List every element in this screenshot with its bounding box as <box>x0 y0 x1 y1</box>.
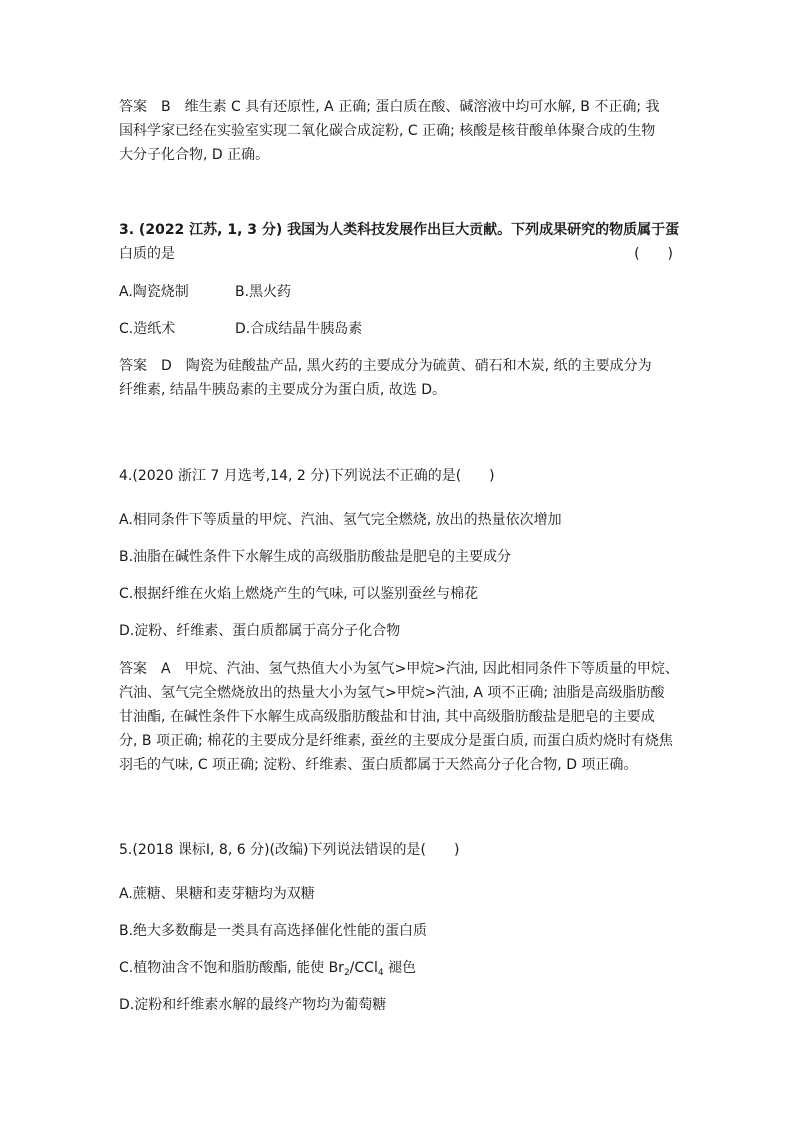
q5-option-c <box>119 958 416 983</box>
q5-option-c-sub-2: 4 <box>377 968 384 978</box>
q5-option-c-sub-1: 2 <box>343 968 350 978</box>
q3-answer-blank: ( ) <box>634 246 673 262</box>
q3-option-a: A.陶瓷烧制 <box>119 284 189 300</box>
q3-option-c: C.造纸术 <box>119 321 176 337</box>
q3-stem-line-2-row <box>119 244 675 264</box>
q3-option-b: B.黑火药 <box>235 284 292 300</box>
q4-answer-line-1: 答案 A 甲烷、汽油、氢气热值大小为氢气>甲烷>汽油, 因此相同条件下等质量的甲烷、 <box>119 661 679 677</box>
q5-option-c-prefix: C.植物油含不饱和脂肪酸酯, 能使 Br <box>119 960 344 976</box>
q3-answer-line-2: 纤维素, 结晶牛胰岛素的主要成分为蛋白质, 故选 D。 <box>119 382 447 398</box>
q4-answer-line-2: 汽油、氢气完全燃烧放出的热量大小为氢气>甲烷>汽油, A 项不正确; 油脂是高级脂肪酸 <box>119 685 665 701</box>
q4-option-d: D.淀粉、纤维素、蛋白质都属于高分子化合物 <box>119 623 401 639</box>
q5-option-c-mid: /CCl <box>349 960 378 976</box>
q3-stem-line-2: 白质的是 <box>119 246 175 262</box>
q3-answer-line-1: 答案 D 陶瓷为硅酸盐产品, 黑火药的主要成分为硫黄、硝石和木炭, 纸的主要成分为 <box>119 358 652 374</box>
q2-answer-line-1: 答案 B 维生素 C 具有还原性, A 正确; 蛋白质在酸、碱溶液中均可水解, B 不正确; 我 <box>119 99 660 115</box>
q5-stem: 5.(2018 课标Ⅰ, 8, 6 分)(改编)下列说法错误的是( ) <box>119 842 460 858</box>
q4-stem: 4.(2020 浙江 7 月选考,14, 2 分)下列说法不正确的是( ) <box>119 468 495 484</box>
q4-answer-line-3: 甘油酯, 在碱性条件下水解生成高级脂肪酸盐和甘油, 其中高级脂肪酸盐是肥皂的主要成 <box>119 709 655 725</box>
q4-answer-line-5: 羽毛的气味, C 项正确; 淀粉、纤维素、蛋白质都属于天然高分子化合物, D 项正确。 <box>119 757 638 773</box>
q4-answer-line-4: 分, B 项正确; 棉花的主要成分是纤维素, 蚕丝的主要成分是蛋白质, 而蛋白质灼烧时有烧焦 <box>119 733 673 749</box>
q5-option-d: D.淀粉和纤维素水解的最终产物均为葡萄糖 <box>119 997 387 1013</box>
q4-option-c: C.根据纤维在火焰上燃烧产生的气味, 可以鉴别蚕丝与棉花 <box>119 586 479 602</box>
q5-option-c-suffix: 褪色 <box>383 960 417 976</box>
q5-option-a: A.蔗糖、果糖和麦芽糖均为双糖 <box>119 886 315 902</box>
q4-option-b: B.油脂在碱性条件下水解生成的高级脂肪酸盐是肥皂的主要成分 <box>119 549 512 565</box>
q5-option-b: B.绝大多数酶是一类具有高选择催化性能的蛋白质 <box>119 923 428 939</box>
q3-options-row-1 <box>119 282 291 302</box>
q2-answer-line-2: 国科学家已经在实验室实现二氧化碳合成淀粉, C 正确; 核酸是核苷酸单体聚合成的生物 <box>119 123 656 139</box>
q3-stem-line-1: 3. (2022 江苏, 1, 3 分) 我国为人类科技发展作出巨大贡献。下列成果研究的物质属于蛋 <box>119 222 680 238</box>
q3-options-row-2 <box>119 319 362 339</box>
q3-option-d: D.合成结晶牛胰岛素 <box>235 321 363 337</box>
q4-option-a: A.相同条件下等质量的甲烷、汽油、氢气完全燃烧, 放出的热量依次增加 <box>119 512 562 528</box>
q2-answer-line-3: 大分子化合物, D 正确。 <box>119 147 270 163</box>
